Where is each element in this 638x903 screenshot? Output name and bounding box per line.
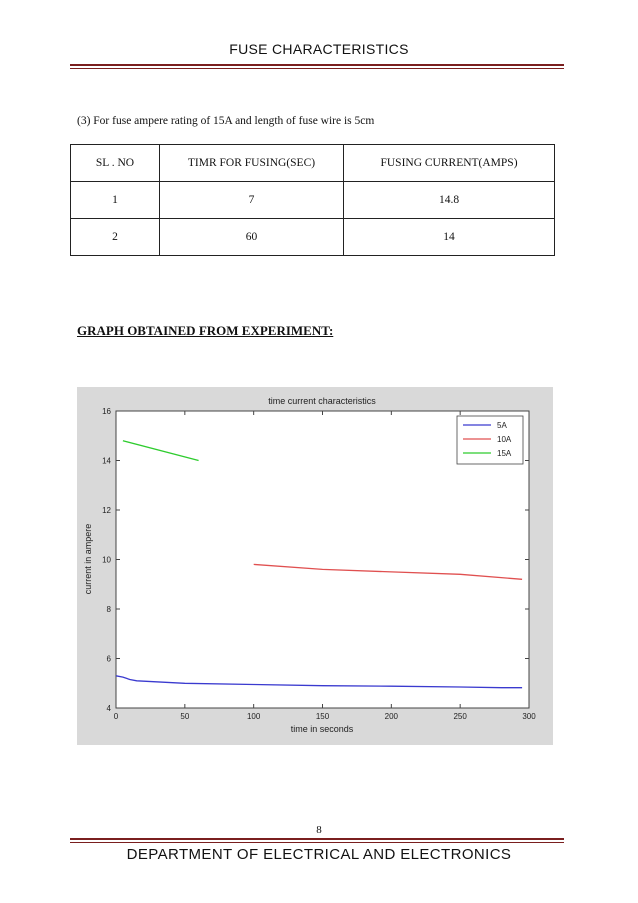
x-tick-label: 100: [246, 712, 261, 721]
footer-rule: [70, 838, 564, 840]
table-row: [71, 219, 555, 256]
y-tick-label: 12: [102, 506, 111, 515]
x-tick-label: 0: [113, 712, 119, 721]
x-tick-label: 300: [522, 712, 536, 721]
column-header: FUSING CURRENT(AMPS): [344, 145, 555, 182]
chart-legend: [457, 416, 523, 464]
footer-rule-thin: [70, 842, 564, 843]
x-tick-label: 150: [315, 712, 330, 721]
column-header: TIMR FOR FUSING(SEC): [160, 145, 344, 182]
page-header: FUSE CHARACTERISTICS: [229, 41, 409, 57]
table-row: [71, 182, 555, 219]
table-cell: 7: [160, 182, 344, 219]
legend-label-10A: 10A: [497, 435, 512, 444]
x-tick-label: 250: [453, 712, 467, 721]
y-tick-label: 4: [106, 704, 111, 713]
header-rule: [70, 64, 564, 66]
table-cell: 1: [71, 182, 160, 219]
experiment-description: (3) For fuse ampere rating of 15A and length of fuse wire is 5cm: [77, 115, 375, 127]
table-cell: 14.8: [344, 182, 555, 219]
page-number: 8: [316, 824, 322, 836]
column-header: SL . NO: [71, 145, 160, 182]
graph-section-title: GRAPH OBTAINED FROM EXPERIMENT:: [77, 323, 334, 338]
y-axis-label: current in ampere: [83, 523, 93, 595]
x-tick-label: 200: [384, 712, 399, 721]
x-axis-label: time in seconds: [290, 724, 354, 734]
y-tick-label: 6: [106, 654, 111, 664]
table-cell: 2: [71, 219, 160, 256]
time-current-chart: [77, 387, 553, 745]
y-tick-label: 10: [102, 555, 111, 565]
legend-label-5A: 5A: [497, 421, 507, 430]
table-cell: 60: [160, 219, 344, 256]
y-tick-label: 8: [106, 605, 111, 614]
y-tick-label: 14: [102, 456, 111, 466]
chart-title: time current characteristics: [268, 396, 376, 406]
header-rule-thin: [70, 68, 564, 69]
legend-box: [457, 416, 523, 464]
x-tick-label: 50: [180, 712, 190, 721]
legend-label-15A: 15A: [497, 449, 512, 458]
results-table: [70, 144, 555, 256]
page-footer: DEPARTMENT OF ELECTRICAL AND ELECTRONICS: [126, 846, 512, 863]
y-tick-label: 16: [102, 407, 111, 416]
table-cell: 14: [344, 219, 555, 256]
table-header-row: [71, 145, 555, 182]
